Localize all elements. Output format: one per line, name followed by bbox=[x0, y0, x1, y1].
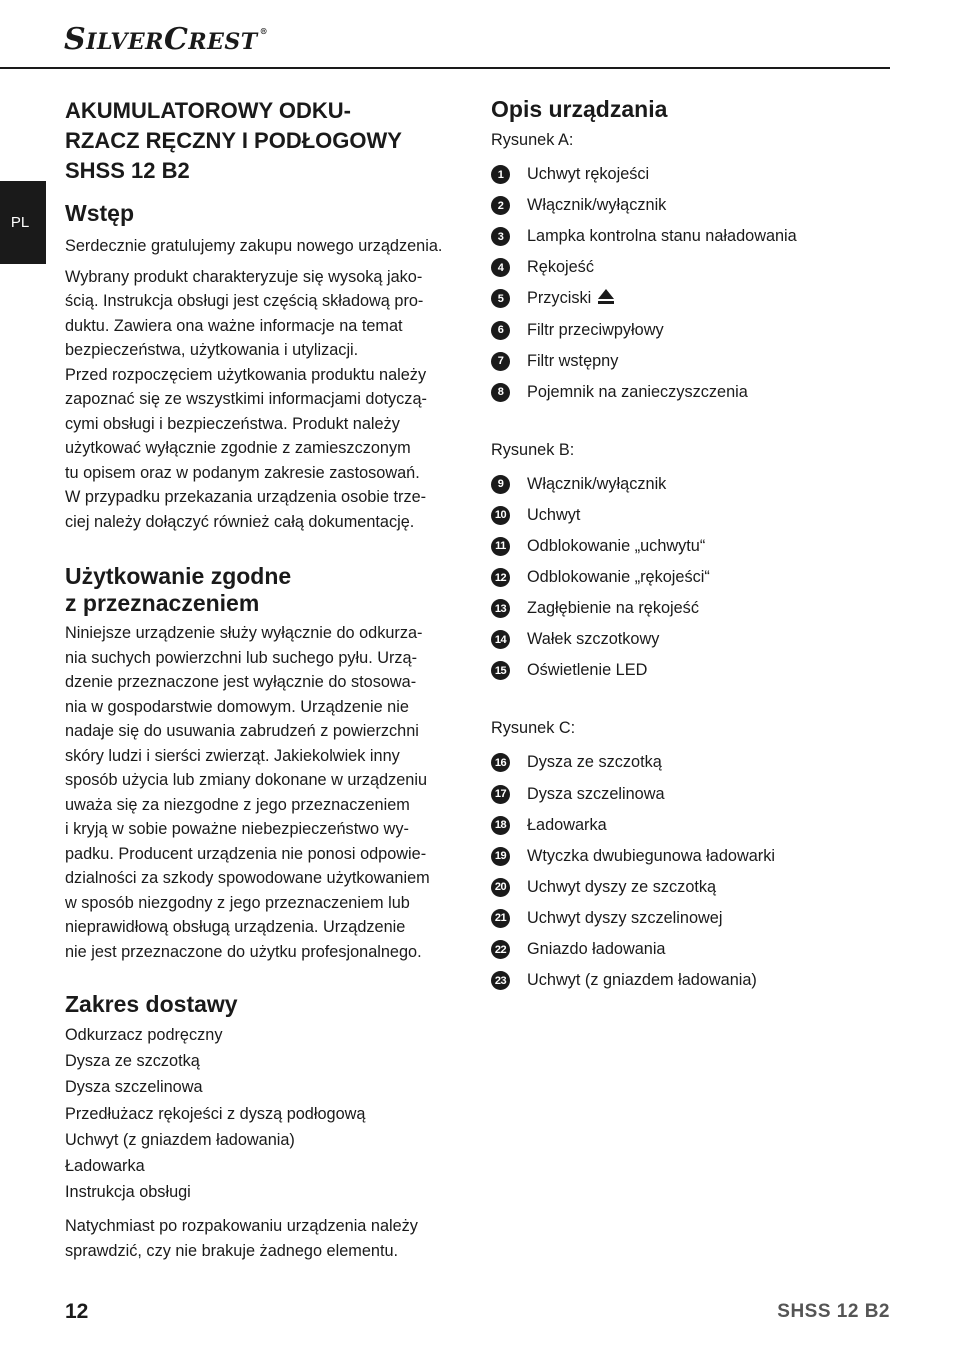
right-column bbox=[491, 96, 891, 996]
figure-label: Rysunek A: bbox=[491, 131, 574, 149]
list-item: Przedłużacz rękojeści z dyszą podłogową bbox=[65, 1104, 366, 1123]
text-line: cymi obsługi i bezpieczeństwa. Produkt należy bbox=[65, 414, 400, 433]
delivery-heading: Zakres dostawy bbox=[65, 991, 238, 1017]
part-number-badge: 18 bbox=[491, 816, 510, 835]
part-number-badge: 3 bbox=[491, 227, 510, 246]
part-label: Przyciski bbox=[527, 289, 592, 308]
text-line: bezpieczeństwa, użytkowania i utylizacji. bbox=[65, 341, 359, 359]
text-line: Niniejsze urządzenie służy wyłącznie do odkurza- bbox=[65, 624, 423, 642]
text-line: w sposób niezgodny z jego przeznaczeniem lub bbox=[65, 893, 410, 912]
part-item bbox=[491, 624, 891, 655]
part-number-badge: 4 bbox=[491, 258, 510, 277]
part-number-badge: 2 bbox=[491, 196, 510, 215]
intended-use-heading: Użytkowanie zgodne z przeznaczeniem bbox=[65, 563, 292, 616]
brand-letters: REST bbox=[188, 29, 258, 55]
part-number-badge: 5 bbox=[491, 289, 510, 308]
part-label: Rękojeść bbox=[527, 258, 594, 277]
list-item: Dysza szczelinowa bbox=[65, 1078, 203, 1097]
page-number: 12 bbox=[65, 1300, 89, 1323]
text-line: ścią. Instrukcja obsługi jest częścią składową pro- bbox=[65, 292, 424, 310]
brand-letters: ILVER bbox=[86, 29, 164, 55]
part-item bbox=[491, 314, 891, 345]
part-item bbox=[491, 346, 891, 377]
text-line: skóry ludzi i sierści zwierząt. Jakiekolwiek inny bbox=[65, 746, 400, 765]
delivery-note bbox=[65, 1214, 465, 1263]
part-number-badge: 19 bbox=[491, 847, 510, 866]
part-label: Gniazdo ładowania bbox=[527, 940, 666, 959]
figure-lists bbox=[491, 128, 891, 996]
brand-letter: C bbox=[163, 22, 189, 57]
list-item: Instrukcja obsługi bbox=[65, 1183, 191, 1202]
part-number-badge: 21 bbox=[491, 909, 510, 928]
part-label: Uchwyt dyszy szczelinowej bbox=[527, 908, 723, 927]
text-line: W przypadku przekazania urządzenia osobie trze- bbox=[65, 488, 427, 506]
part-label: Filtr wstępny bbox=[527, 351, 619, 370]
brand-letter: S bbox=[64, 22, 87, 57]
part-number-badge: 14 bbox=[491, 630, 510, 649]
part-label: Włącznik/wyłącznik bbox=[527, 196, 667, 215]
part-item bbox=[491, 159, 891, 190]
part-item bbox=[491, 655, 891, 686]
part-label: Ładowarka bbox=[527, 815, 607, 834]
text-line: ciej należy dołączyć również całą dokumentację. bbox=[65, 512, 415, 531]
part-label: Oświetlenie LED bbox=[527, 661, 648, 680]
part-label: Odblokowanie „uchwytu“ bbox=[527, 536, 706, 555]
part-number-badge: 17 bbox=[491, 785, 510, 804]
intro-heading: Wstęp bbox=[65, 200, 134, 226]
part-label: Wałek szczotkowy bbox=[527, 630, 660, 649]
part-label: Dysza szczelinowa bbox=[527, 784, 665, 803]
figure-block bbox=[491, 128, 891, 408]
text-line: i kryją w sobie poważne niebezpieczeństwo wy- bbox=[65, 820, 409, 838]
list-item: Odkurzacz podręczny bbox=[65, 1026, 223, 1044]
part-item bbox=[491, 779, 891, 810]
text-line: dzenie przeznaczone jest wyłącznie do stosowa- bbox=[65, 673, 417, 691]
text-line: padku. Producent urządzenia nie ponosi odpowie- bbox=[65, 844, 427, 863]
figure-block bbox=[491, 716, 891, 996]
figure-label: Rysunek B: bbox=[491, 440, 575, 459]
part-number-badge: 9 bbox=[491, 475, 510, 494]
part-number-badge: 11 bbox=[491, 537, 510, 556]
part-item bbox=[491, 965, 891, 996]
text-line: sposób użycia lub zmiany dokonane w urządzeniu bbox=[65, 771, 428, 789]
part-number-badge: 16 bbox=[491, 753, 510, 772]
header-rule bbox=[0, 67, 890, 69]
part-label: Dysza ze szczotką bbox=[527, 753, 662, 772]
part-item bbox=[491, 283, 891, 314]
part-label: Lampka kontrolna stanu naładowania bbox=[527, 227, 797, 246]
part-label: Filtr przeciwpyłowy bbox=[527, 320, 664, 339]
part-item bbox=[491, 747, 891, 778]
part-label: Pojemnik na zanieczyszczenia bbox=[527, 382, 748, 401]
part-number-badge: 13 bbox=[491, 599, 510, 618]
part-item bbox=[491, 872, 891, 903]
eject-icon bbox=[597, 287, 615, 310]
text-line: nie jest przeznaczone do użytku profesjonalnego. bbox=[65, 942, 422, 961]
part-item bbox=[491, 531, 891, 562]
text-line: tu opisem oraz w podanym zakresie zastosowań. bbox=[65, 463, 420, 482]
part-item bbox=[491, 377, 891, 408]
part-item bbox=[491, 221, 891, 252]
part-number-badge: 23 bbox=[491, 971, 510, 990]
part-label: Uchwyt dyszy ze szczotką bbox=[527, 877, 717, 896]
part-number-badge: 6 bbox=[491, 321, 510, 340]
text-line: nia w gospodarstwie domowym. Urządzenie nie bbox=[65, 697, 409, 716]
list-item: Ładowarka bbox=[65, 1157, 145, 1176]
text-line: uważa się za niezgodne z jego przeznaczeniem bbox=[65, 795, 410, 814]
part-label: Zagłębienie na rękojeść bbox=[527, 599, 699, 618]
part-item bbox=[491, 252, 891, 283]
text-line: Natychmiast po rozpakowaniu urządzenia należy bbox=[65, 1217, 418, 1236]
part-label: Uchwyt rękojeści bbox=[527, 165, 650, 184]
intro-text bbox=[65, 265, 465, 535]
part-number-badge: 10 bbox=[491, 506, 510, 525]
part-item bbox=[491, 841, 891, 872]
figure-block bbox=[491, 438, 891, 687]
text-line: dzialności za szkody spowodowane użytkowaniem bbox=[65, 869, 430, 887]
text-line: Wybrany produkt charakteryzuje się wysoką jako- bbox=[65, 267, 423, 286]
part-number-badge: 7 bbox=[491, 352, 510, 371]
part-number-badge: 15 bbox=[491, 661, 510, 680]
document-title: AKUMULATOROWY ODKU- RZACZ RĘCZNY I PODŁOGOWY SHSS 12 B2 bbox=[65, 98, 402, 183]
text-line: Przed rozpoczęciem użytkowania produktu należy bbox=[65, 365, 427, 384]
part-number-badge: 20 bbox=[491, 878, 510, 897]
part-label: Odblokowanie „rękojeści“ bbox=[527, 568, 710, 587]
text-line: nia suchych powierzchni lub suchego pyłu. Urzą- bbox=[65, 648, 418, 667]
text-line: zapoznać się ze wszystkimi informacjami dotyczą- bbox=[65, 390, 427, 408]
part-label: Uchwyt bbox=[527, 505, 581, 524]
brand-logo bbox=[64, 22, 268, 57]
part-label: Włącznik/wyłącznik bbox=[527, 474, 667, 493]
list-item: Uchwyt (z gniazdem ładowania) bbox=[65, 1130, 295, 1149]
text-line: nadaje się do usuwania zabrudzeń z powierzchni bbox=[65, 722, 419, 740]
part-item bbox=[491, 500, 891, 531]
left-column bbox=[65, 96, 465, 1263]
figure-label: Rysunek C: bbox=[491, 719, 576, 738]
part-item bbox=[491, 190, 891, 221]
text-line: sprawdzić, czy nie brakuje żadnego elementu. bbox=[65, 1241, 399, 1260]
list-item: Dysza ze szczotką bbox=[65, 1052, 200, 1071]
part-item bbox=[491, 903, 891, 934]
registered-mark: ® bbox=[259, 26, 269, 36]
description-heading: Opis urządzania bbox=[491, 96, 668, 122]
part-item bbox=[491, 934, 891, 965]
part-item bbox=[491, 562, 891, 593]
part-item bbox=[491, 593, 891, 624]
text-line: użytkować wyłącznie zgodnie z zamieszczonym bbox=[65, 439, 411, 457]
part-label: Wtyczka dwubiegunowa ładowarki bbox=[527, 846, 775, 865]
part-item bbox=[491, 469, 891, 500]
part-number-badge: 8 bbox=[491, 383, 510, 402]
language-tab: PL bbox=[0, 181, 46, 264]
part-number-badge: 1 bbox=[491, 165, 510, 184]
part-item bbox=[491, 810, 891, 841]
intro-greeting: Serdecznie gratulujemy zakupu nowego urządzenia. bbox=[65, 237, 443, 255]
text-line: duktu. Zawiera ona ważne informacje na temat bbox=[65, 316, 403, 335]
model-footer: SHSS 12 B2 bbox=[777, 1301, 890, 1322]
part-number-badge: 12 bbox=[491, 568, 510, 587]
intended-use-text bbox=[65, 621, 465, 964]
delivery-list bbox=[65, 1022, 465, 1205]
text-line: nieprawidłową obsługą urządzenia. Urządzenie bbox=[65, 918, 406, 936]
part-label: Uchwyt (z gniazdem ładowania) bbox=[527, 971, 757, 990]
part-number-badge: 22 bbox=[491, 940, 510, 959]
